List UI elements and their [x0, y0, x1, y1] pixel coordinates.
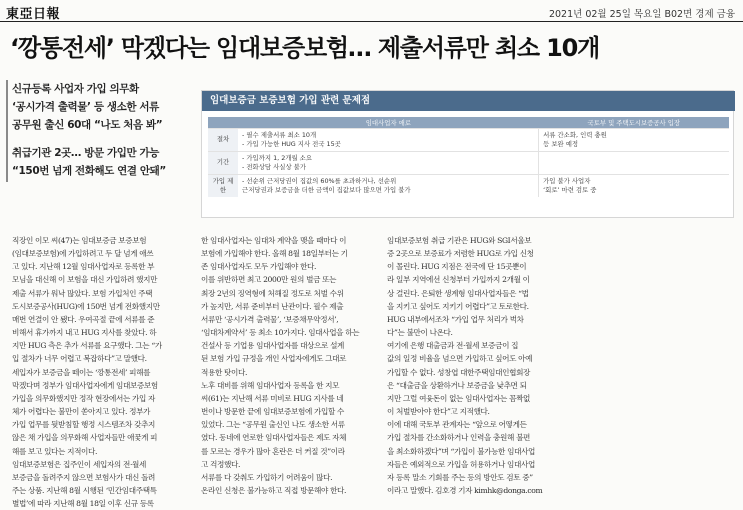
body-line: 건설사 등 기업용 임대사업자를 대상으로 설계	[201, 341, 345, 351]
row-head: 절차	[208, 128, 238, 151]
body-line: 가 높지만, 서류 준비부터 난관이다. 필수 제출	[201, 301, 344, 311]
body-line: 최장 2년의 징역형에 처해질 정도로 처벌 수위	[201, 288, 344, 298]
row-mid	[238, 174, 539, 197]
cell-line: 서류 간소화, 인력 충원	[543, 130, 607, 139]
body-line: 직장인 이모 씨(47)는 임대보증금 보증보험	[12, 236, 147, 245]
body-line: 세입자가 보증금을 떼이는 ‘깡통전세’ 피해를	[12, 367, 151, 377]
body-line: HUG 내부에서조차 “가입 업무 처리가 벅차	[387, 314, 524, 324]
body-line: 이를 위반하면 최고 2000만 원의 벌금 또는	[201, 275, 337, 285]
body-line: 체가 어렵다는 불만이 쏟아지고 있다. 정부가	[12, 407, 151, 417]
row-right	[539, 128, 729, 151]
body-line: 상 걸린다. 은퇴한 생계형 임대사업자들은 “법	[387, 288, 529, 298]
article-subhead	[12, 80, 188, 180]
body-line: 보증금을 돌려주지 않으면 보험사가 대신 돌려	[12, 472, 156, 482]
body-line: 않은 채 가입을 의무화해 사업자들만 애꿎게 피	[12, 433, 158, 443]
body-line: 노후 대비를 위해 임대사업자 등록을 한 지모	[201, 380, 340, 390]
body-line: 임대보증보험은 집주인이 세입자의 전·월세	[12, 459, 146, 469]
body-line: 막겠다며 정부가 임대사업자에게 임대보증보험	[12, 380, 158, 390]
body-line: 을 지키고 싶어도 지키기 어렵다”고 토로한다.	[387, 301, 529, 311]
body-line: 있었다. 그는 “공무원 출신인 나도 생소한 서류	[201, 420, 345, 430]
body-line: 입 절차가 너무 어렵고 복잡하다”고 말했다.	[12, 354, 147, 364]
body-column-1	[12, 234, 188, 510]
table-row	[208, 151, 729, 174]
subhead-rule	[6, 80, 8, 182]
subhead-line: 취급기관 2곳… 방문 가입만 가능	[12, 147, 159, 159]
body-line: 비해서 휴가까지 내고 HUG 지사를 찾았다. 하	[12, 328, 157, 338]
info-table-title: 임대보증금 보증보험 가입 관련 문제점	[202, 91, 735, 111]
row-head: 가입 제한	[208, 174, 238, 197]
body-line: 고 걱정했다.	[201, 459, 241, 469]
body-line: 매번 연결이 안 됐다. 우여곡절 끝에 서류를 준	[12, 314, 155, 324]
body-line: 이라고 말했다. 김호경 기자 kimhk@donga.com	[387, 485, 543, 495]
body-line: 씨(61)는 지난해 서류 미비로 HUG 지사를 네	[201, 393, 344, 403]
table-row	[208, 128, 729, 151]
cell-line: 가입 불가 사업자	[543, 176, 591, 185]
body-line: 이 처벌받아야 한다”고 지적했다.	[387, 407, 490, 417]
body-line: 가입을 의무화했지만 정작 현장에서는 가입 자	[12, 393, 156, 403]
body-line: 된 보험 가입 규정을 개인 사업자에게도 그대로	[201, 354, 347, 364]
row-mid	[238, 151, 539, 174]
subhead-line: “150번 넘게 전화해도 연결 안돼”	[12, 165, 166, 177]
body-line: 도시보증공사(HUG)에 150번 넘게 전화했지만	[12, 301, 160, 311]
row-head: 기간	[208, 151, 238, 174]
body-column-2	[201, 234, 373, 497]
body-line: 적용한 탓이다.	[201, 367, 248, 377]
body-line: 주는 상품. 지난해 8월 시행된 ‘민간임대주택특	[12, 485, 157, 495]
body-line: 번이나 방문한 끝에 임대보증보험에 가입할 수	[201, 407, 345, 417]
body-line: 이에 대해 국토부 관계자는 “앞으로 어떻게든	[387, 420, 527, 430]
subhead-line: ‘공시가격 출력물’ 등 생소한 서류	[12, 101, 159, 113]
body-line: 가입 절차를 간소화하거나 인력을 충원해 불편	[387, 433, 531, 443]
header-right: 국토부 및 주택도시보증공사 입장	[539, 117, 729, 128]
newspaper-masthead: 東亞日報	[6, 7, 61, 22]
body-line: 온라인 신청은 불가능하고 직접 방문해야 한다.	[201, 485, 347, 495]
body-line: 제출 서류가 워낙 많았다. 보험 가입처인 주택	[12, 288, 153, 298]
body-line: 지만 HUG 측은 추가 서류를 요구했다. 그는 “가	[12, 341, 162, 351]
row-right	[539, 151, 729, 174]
body-line: 가입할 수 없다. 성창엽 대한주택임대인협회장	[387, 367, 531, 377]
body-line: 값의 일정 비율을 넘으면 가입하고 싶어도 아예	[387, 354, 533, 364]
body-line: 이 몰린다. HUG 지점은 전국에 단 15곳뿐이	[387, 262, 527, 272]
body-line: 임대보증보험 취급 기관은 HUG와 SGI서울보	[387, 236, 532, 245]
table-row	[208, 174, 729, 197]
body-line: 가입 업무를 뒷받침할 행정 시스템조차 갖추지	[12, 420, 156, 430]
body-line: (임대보증보험)에 가입하려고 두 달 넘게 애쓰	[12, 249, 154, 259]
body-column-3	[387, 234, 557, 497]
body-line: 존 임대사업자도 모두 가입해야 한다.	[201, 262, 317, 272]
body-line: 라 일부 지역에선 신청부터 가입까지 2개월 이	[387, 275, 530, 285]
cell-line: - 가입까지 1, 2개월 소요	[242, 153, 313, 162]
body-line: 해를 보고 있다는 지적이다.	[12, 446, 98, 456]
cell-line: 근저당권과 보증금을 더한 금액이 집값보다 많으면 가입 불가	[242, 185, 411, 194]
info-table-header	[208, 117, 729, 128]
body-line: 보험에 가입해야 한다. 올해 8월 18일부터는 기	[201, 249, 348, 259]
subhead-gap	[12, 134, 188, 144]
body-line: 지만 그럴 여윳돈이 없는 임대사업자는 꼼짝없	[387, 393, 531, 403]
body-line: 고 있다. 지난해 12월 임대사업자로 등록한 부	[12, 262, 155, 272]
body-line: 여기에 은행 대출금과 전·월세 보증금이 집	[387, 341, 519, 351]
body-line: 다”는 불만이 나온다.	[387, 328, 453, 338]
body-line: 을 최소화하겠다”며 “가입이 불가능한 임대사업	[387, 446, 536, 456]
cell-line: - 선순위 근저당권이 집값의 60%를 초과하거나, 선순위	[242, 176, 397, 185]
body-line: 한 임대사업자는 임대차 계약을 맺을 때마다 이	[201, 236, 347, 245]
cell-line: - 가입 가능한 HUG 지사 전국 15곳	[242, 139, 341, 148]
cell-line: ‘회로’ 마련 검토 중	[543, 185, 597, 194]
body-line: 서류를 다 갖춰도 가입하기 어려움이 많다.	[201, 472, 333, 482]
row-mid	[238, 128, 539, 151]
cell-line: - 필수 제출서류 최소 10개	[242, 130, 317, 139]
header-empty	[208, 117, 238, 128]
row-right	[539, 174, 729, 197]
body-line: 였다. 동네에 연로한 임대사업자들은 제도 자체	[201, 433, 347, 443]
top-bar	[0, 0, 743, 22]
info-table	[208, 117, 729, 197]
body-line: 서류만 ‘공시가격 출력물’, ‘보증채무약정서’,	[201, 314, 339, 324]
article-headline: ‘깡통전세’ 막겠다는 임대보증보험… 제출서류만 최소 10개	[10, 34, 600, 62]
dateline: 2021년 02월 25일 목요일 B02면 경제 금융	[548, 9, 735, 20]
body-line: 자 등록 말소 기회를 주는 등의 방안도 검토 중”	[387, 472, 533, 482]
header-mid: 임대사업자 애로	[238, 117, 539, 128]
body-line: 를 모르는 경우가 많아 혼란은 더 커질 것”이라	[201, 446, 345, 456]
subhead-line: 신규등록 사업자 가입 의무화	[12, 83, 139, 95]
body-line: 은 “대출금을 상환하거나 보증금을 낮추면 되	[387, 380, 527, 390]
body-line: 자들은 예외적으로 가입을 허용하거나 임대사업	[387, 459, 535, 469]
info-table-box	[201, 90, 734, 218]
subhead-line: 공무원 출신 60대 “나도 처음 봐”	[12, 119, 163, 131]
cell-line: - 전화상담 사실상 불가	[242, 162, 307, 171]
cell-line: 등 보완 예정	[543, 139, 579, 148]
body-line: ‘임대차계약서’ 등 최소 10가지다. 임대사업을 하는	[201, 328, 360, 338]
body-line: 모님을 대신해 이 보험을 대신 가입하려 했지만	[12, 275, 158, 285]
body-line: 별법’에 따라 지난해 8월 18일 이후 신규 등록	[12, 499, 154, 509]
body-line: 증 2곳으로 보증료가 저렴한 HUG로 가입 신청	[387, 249, 534, 259]
